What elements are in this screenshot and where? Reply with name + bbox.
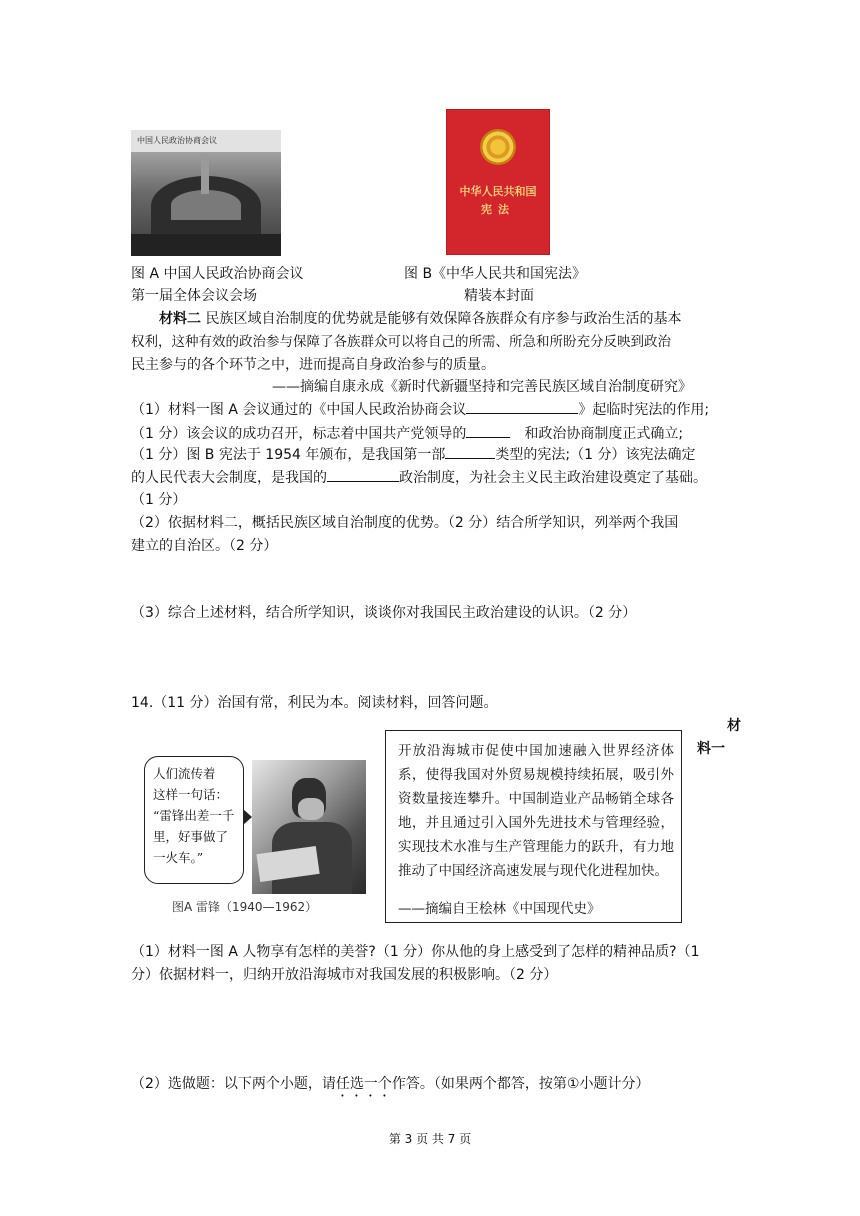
q14-2: （2）选做题：以下两个小题，请任选一个作答。（如果两个都答，按第①小题计分） — [131, 1076, 650, 1092]
material1-side-label-2: 料一 — [697, 741, 725, 757]
q14-heading: 14.（11 分）治国有常，利民为本。阅读材料，回答问题。 — [131, 695, 498, 711]
answer-blank[interactable] — [466, 399, 578, 414]
answer-blank[interactable] — [466, 423, 510, 438]
figure-a-caption-1: 图 A 中国人民政治协商会议 — [131, 266, 304, 282]
figure-b-caption-1: 图 B《中华人民共和国宪法》 — [404, 266, 587, 282]
figure-a-photo — [131, 130, 281, 256]
q13-1-line-5: （1 分） — [131, 492, 187, 508]
figure-a-caption-2: 第一届全体会议会场 — [131, 288, 257, 304]
answer-blank[interactable] — [327, 467, 399, 482]
q13-2-line-1: （2）依据材料二，概括民族区域自治制度的优势。（2 分）结合所学知识，列举两个我国 — [131, 515, 679, 531]
figure-lei-feng — [142, 756, 366, 918]
material2-source: ——摘编自康永成《新时代新疆坚持和完善民族区域自治制度研究》 — [272, 379, 692, 395]
material2-line-1 — [159, 308, 681, 330]
answer-blank[interactable] — [445, 444, 495, 459]
page-number: 第 3 页 共 7 页 — [388, 1132, 472, 1146]
q13-1-line-4: 的人民代表大会制度，是我国的 政治制度，为社会主义民主政治建设奠定了基础。 — [131, 467, 707, 489]
material2-line-3: 民主参与的各个环节之中，进而提高自身政治参与的质量。 — [131, 357, 495, 373]
q13-2-line-2: 建立的自治区。（2 分） — [131, 538, 278, 554]
emphasis-any-one: 任选一个 — [335, 1076, 392, 1092]
constitution-cover — [446, 109, 550, 255]
national-emblem-icon — [480, 129, 516, 165]
lei-feng-photo — [252, 760, 366, 894]
cover-title: 中华人民共和国 — [459, 185, 537, 198]
cover-subtitle: 宪法 — [481, 203, 515, 216]
material1-box — [385, 730, 682, 923]
material1-side-label-1: 材 — [727, 718, 741, 734]
speech-bubble — [144, 756, 244, 884]
q13-1-line-3: （1 分）图 B 宪法于 1954 年颁布，是我国第一部 类型的宪法;（1 分）该宪法确定 — [131, 444, 695, 466]
bubble-line-2: 这样一句话： — [153, 787, 229, 802]
material2-text-1: 民族区域自治制度的优势就是能够有效保障各族群众有序参与政治生活的基本 — [205, 311, 682, 327]
figure-b-caption-2: 精装本封面 — [464, 288, 534, 304]
bubble-line-1: 人们流传着 — [153, 766, 216, 781]
material2-line-2: 权利，这种有效的政治参与保障了各族群众可以将自己的所需、所急和所盼充分反映到政治 — [131, 334, 671, 350]
q14-1-line-1: （1）材料一图 A 人物享有怎样的美誉?（1 分）你从他的身上感受到了怎样的精神品质?（1 — [131, 944, 700, 960]
q13-1-line-1: （1）材料一图 A 会议通过的《中国人民政治协商会议 》起临时宪法的作用; — [131, 399, 709, 421]
material2-label: 材料二 — [159, 311, 201, 327]
material1-text: 开放沿海城市促使中国加速融入世界经济体系，使得我国对外贸易规模持续拓展，吸引外资数量接连攀升。中国制造业产品畅销全球各地，并且通过引入国外先进技术与管理经验，实现技术水准与生产管理能力的跃升，有力地推动了中国经济高速发展与现代化进程加快。 — [398, 743, 674, 879]
figure-lei-feng-caption: 图A 雷锋（1940—1962） — [172, 900, 318, 914]
figure-a-banner: 中国人民政治协商会议 — [137, 136, 217, 145]
material1-source: ——摘编自王桧林《中国现代史》 — [398, 901, 601, 917]
q14-1-line-2: 分）依据材料一，归纳开放沿海城市对我国发展的积极影响。（2 分） — [131, 967, 558, 983]
bubble-line-3: “雷锋出差一千里，好事做了一火车。” — [153, 808, 235, 865]
q13-3: （3）综合上述材料，结合所学知识，谈谈你对我国民主政治建设的认识。（2 分） — [131, 605, 637, 621]
q13-1-line-2: （1 分）该会议的成功召开，标志着中国共产党领导的 和政治协商制度正式确立; — [131, 423, 683, 445]
